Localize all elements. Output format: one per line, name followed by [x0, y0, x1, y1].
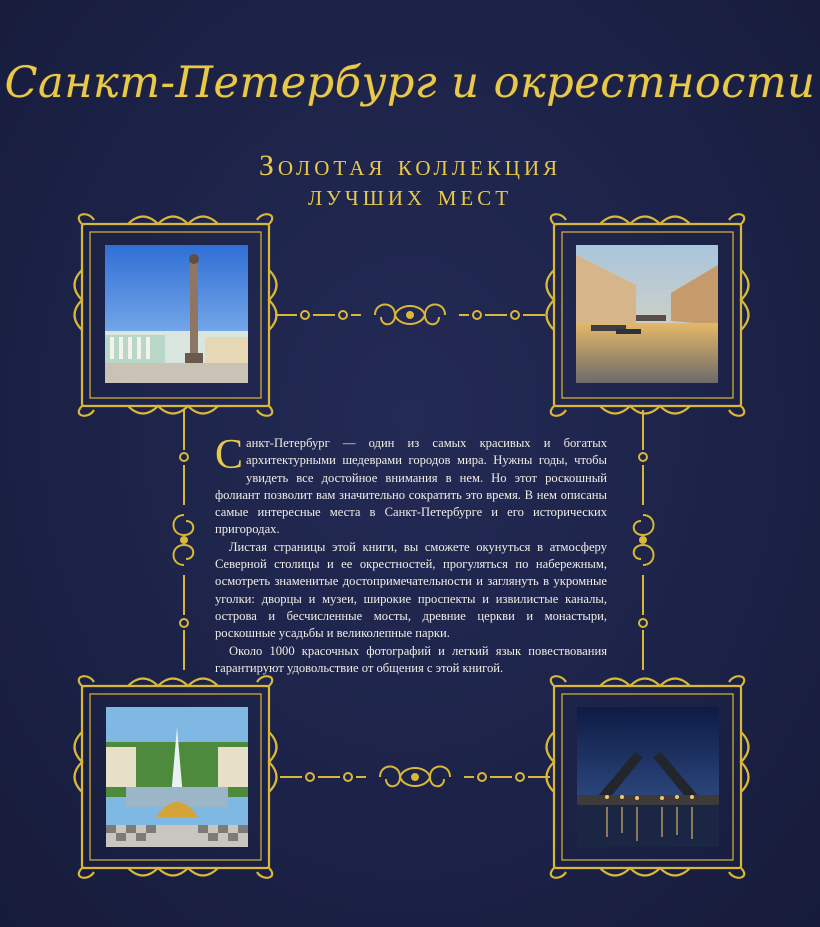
right-ornament-connector: [625, 405, 661, 675]
cover-subtitle-line1: Золотая коллекция: [258, 149, 562, 182]
bottom-ornament-connector: [270, 752, 560, 802]
photo-alexander-column: [105, 245, 248, 383]
photo-moika-canal: [576, 245, 718, 383]
drop-cap: С: [215, 432, 244, 478]
paragraph-1-text: анкт-Петербург — один из самых красивых и богатых архитектурными шедеврами городов мира. Нужны годы, чтобы увидеть все достойное внимания в нем. Но этот роскошный фолиант позволит вам значительно сократить это время. В нем описаны самые интересные места в Санкт-Петербурге и его исторических пригородах.: [215, 436, 607, 537]
top-ornament-connector: [265, 290, 555, 340]
cover-title: Санкт-Петербург и окрестности: [4, 58, 816, 108]
description-text: [215, 432, 607, 677]
photo-drawbridge-night: [577, 707, 719, 847]
photo-peterhof-cascade: [106, 707, 248, 847]
left-ornament-connector: [166, 405, 202, 675]
cover-subtitle-line2: лучших мест: [307, 179, 513, 212]
paragraph-2: Листая страницы этой книги, вы сможете окунуться в атмосферу Северной столицы и ее окрестностей, прогуляться по набережным, осмотреть знаменитые достопримечательности и заглянуть в укромные уголки: дворцы и музеи, широкие проспекты и извилистые каналы, острова и бесчисленные мосты, древние церкви и монастыри, роскошные усадьбы и великолепные парки.: [215, 539, 607, 641]
paragraph-1: [215, 432, 607, 539]
paragraph-3: Около 1000 красочных фотографий и легкий язык повествования гарантируют удовольствие от общения с этой книгой.: [215, 643, 607, 675]
